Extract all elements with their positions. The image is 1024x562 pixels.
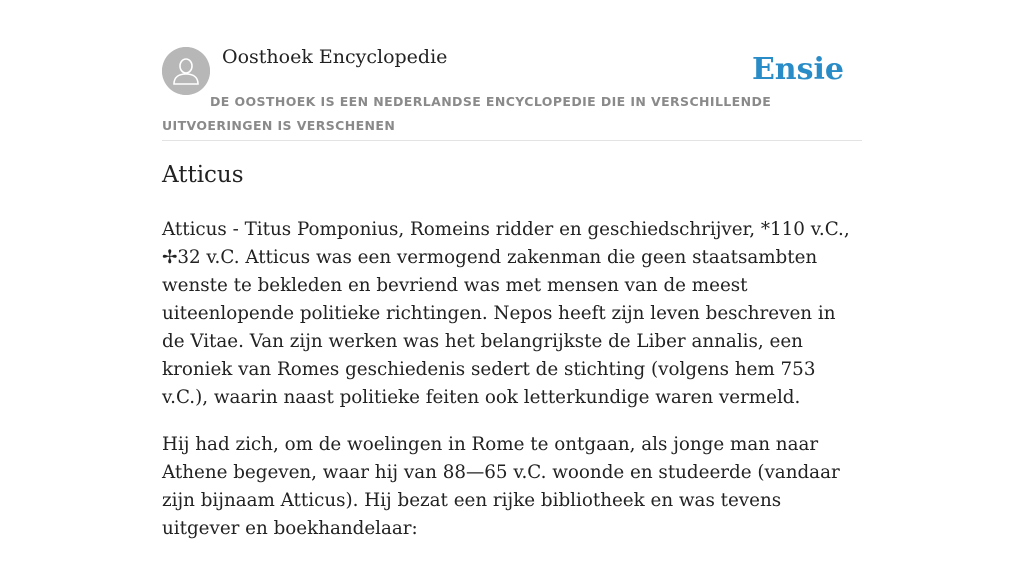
article-title: Atticus [162,162,244,188]
ensie-logo[interactable]: Ensie [751,52,844,87]
user-icon[interactable] [162,47,210,95]
source-name-link[interactable]: Oosthoek Encyclopedie [222,46,448,68]
page-container [162,0,862,539]
source-tagline: DE OOSTHOEK IS EEN NEDERLANDSE ENCYCLOPEDIE DIE IN VERSCHILLENDE UITVOERINGEN IS VERSCHENEN [162,94,772,133]
article-paragraph: Atticus - Titus Pomponius, Romeins ridder en geschiedschrijver, *110 v.C., ✢32 v.C. Atticus was een vermogend zakenman die geen staatsambten wenste te bekleden en bevriend was met mensen van de meest uiteenlopende politieke richtingen. Nepos heeft zijn leven beschreven in de Vitae. Van zijn werken was het belangrijkste de Liber annalis, een kroniek van Romes geschiedenis sedert de stichting (volgens hem 753 v.C.), waarin naast politieke feiten ook letterkundige waren vermeld. [162,219,850,408]
article-body [162,216,862,562]
article-paragraph: Hij had zich, om de woelingen in Rome te ontgaan, als jonge man naar Athene begeven, waar hij van 88—65 v.C. woonde en studeerde (vandaar zijn bijnaam Atticus). Hij bezat een rijke bibliotheek en was tevens uitgever en boekhandelaar: [162,434,840,539]
source-header [162,0,862,141]
